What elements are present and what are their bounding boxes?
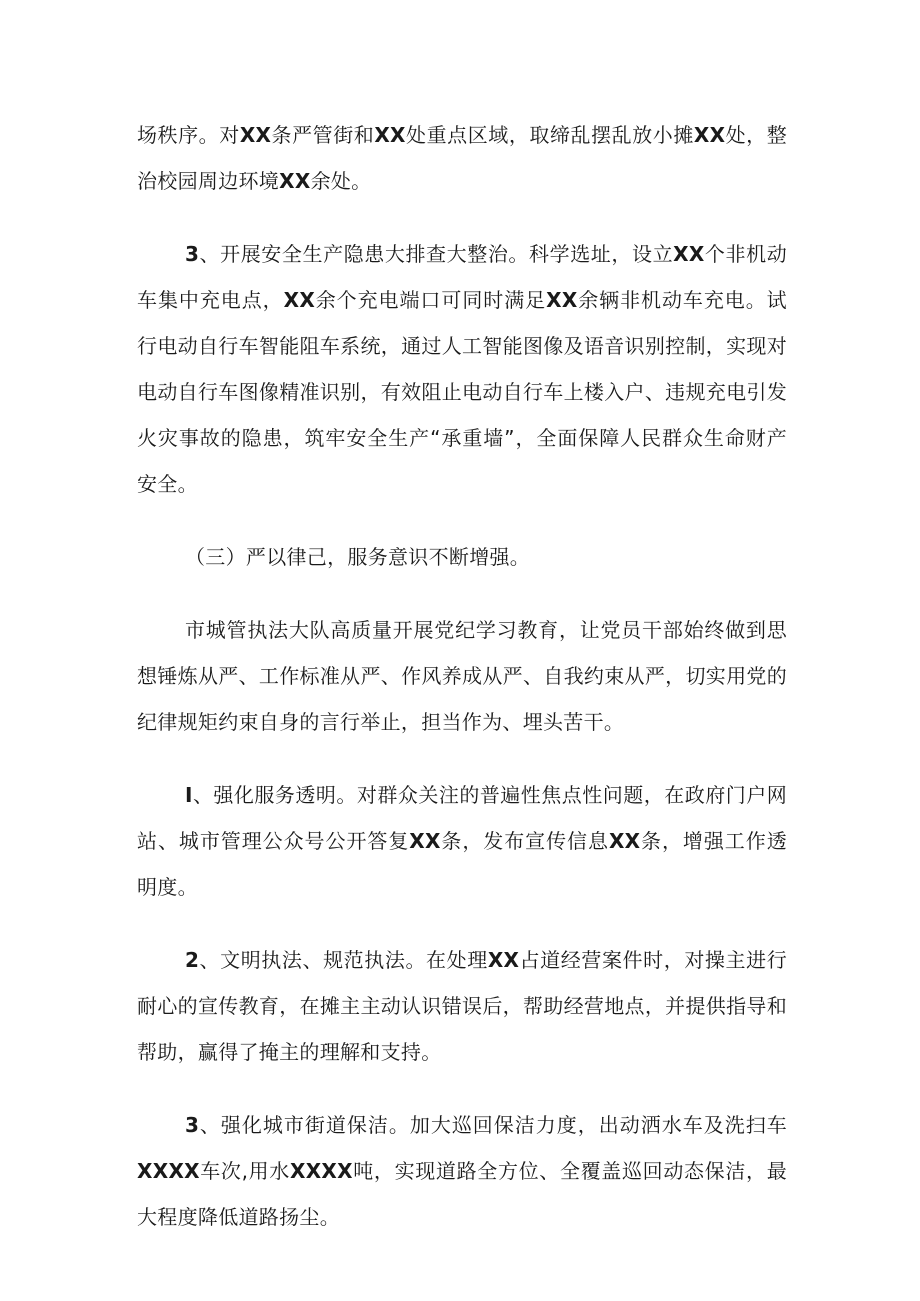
document-body [137, 112, 787, 1240]
item-number: I [185, 783, 193, 807]
placeholder-xxxx: XXXX [137, 1159, 200, 1183]
text: 、强化城市街道保洁。加大巡回保洁力度，出动洒水车及洗扫车 [199, 1113, 787, 1137]
text: 、开展安全生产隐患大排查大整治。科学选址，设立 [199, 242, 674, 266]
text: 占道经营案件时，对操主进行耐心的宣传教育，在摊主主动认识错误后，帮助经营地点，并提供指导和帮助，赢得了掩主的理解和支持。 [137, 948, 787, 1064]
text: 、强化服务透明。对群众关注的普遍性焦点性问题，在政府门户网站、城市管理公众号公开答复 [137, 783, 787, 853]
paragraph-street-cleaning [137, 1102, 787, 1240]
paragraph-discipline [137, 607, 787, 745]
text: 余个充电端口可同时满足 [315, 288, 547, 312]
paragraph-law-enforcement [137, 937, 787, 1075]
placeholder-xx: XX [239, 123, 272, 147]
item-number: 3 [185, 242, 200, 266]
text: 条，发布宣传信息 [440, 829, 609, 853]
item-number: 3 [185, 1113, 200, 1137]
paragraph-safety [137, 231, 787, 507]
section-heading [137, 534, 787, 580]
heading-text: （三）严以律己，服务意识不断增强。 [185, 545, 531, 569]
text: 吨，实现道路全方位、全覆盖巡回动态保洁，最大程度降低道路扬尘。 [137, 1159, 787, 1229]
item-number: 2 [185, 948, 200, 972]
placeholder-xxxx: XXXX [289, 1159, 353, 1183]
placeholder-xx: XX [693, 123, 726, 147]
paragraph-order [137, 112, 787, 204]
placeholder-xx: XX [673, 242, 705, 266]
text: 处重点区域，取缔乱摆乱放小摊 [405, 123, 694, 147]
text: 条严管街和 [271, 123, 375, 147]
text: 余辆非机动车充电。试行电动自行车智能阻车系统，通过人工智能图像及语音识别控制，实现对电动自行车图像精准识别，有效阻止电动自行车上楼入户、违规充电引发火灾事故的隐患，筑牢安全生产“承重墙”，全面保障人民群众生命财产安全。 [137, 288, 787, 496]
placeholder-xx: XX [374, 123, 406, 147]
placeholder-xx: XX [409, 829, 441, 853]
placeholder-xx: XX [608, 829, 641, 853]
placeholder-xx: XX [283, 288, 316, 312]
placeholder-xx: XX [546, 288, 578, 312]
text: 场秩序。对 [137, 123, 240, 147]
text: 个非机动车集中充电点， [137, 242, 787, 312]
text: 、文明执法、规范执法。在处理 [199, 948, 488, 972]
text: 处，整治校园周边环境 [137, 123, 788, 193]
paragraph-transparency [137, 772, 787, 910]
text: 条，增强工作透明度。 [137, 829, 787, 899]
text: 余处。 [310, 169, 372, 193]
text: 市城管执法大队高质量开展党纪学习教育，让党员干部始终做到思想锤炼从严、工作标准从严、作风养成从严、自我约束从严，切实用党的纪律规矩约束自身的言行举止，担当作为、埋头苦干。 [137, 618, 787, 734]
placeholder-xx: XX [279, 169, 311, 193]
placeholder-xx: XX [487, 948, 520, 972]
text: 车次,用水 [199, 1159, 290, 1183]
